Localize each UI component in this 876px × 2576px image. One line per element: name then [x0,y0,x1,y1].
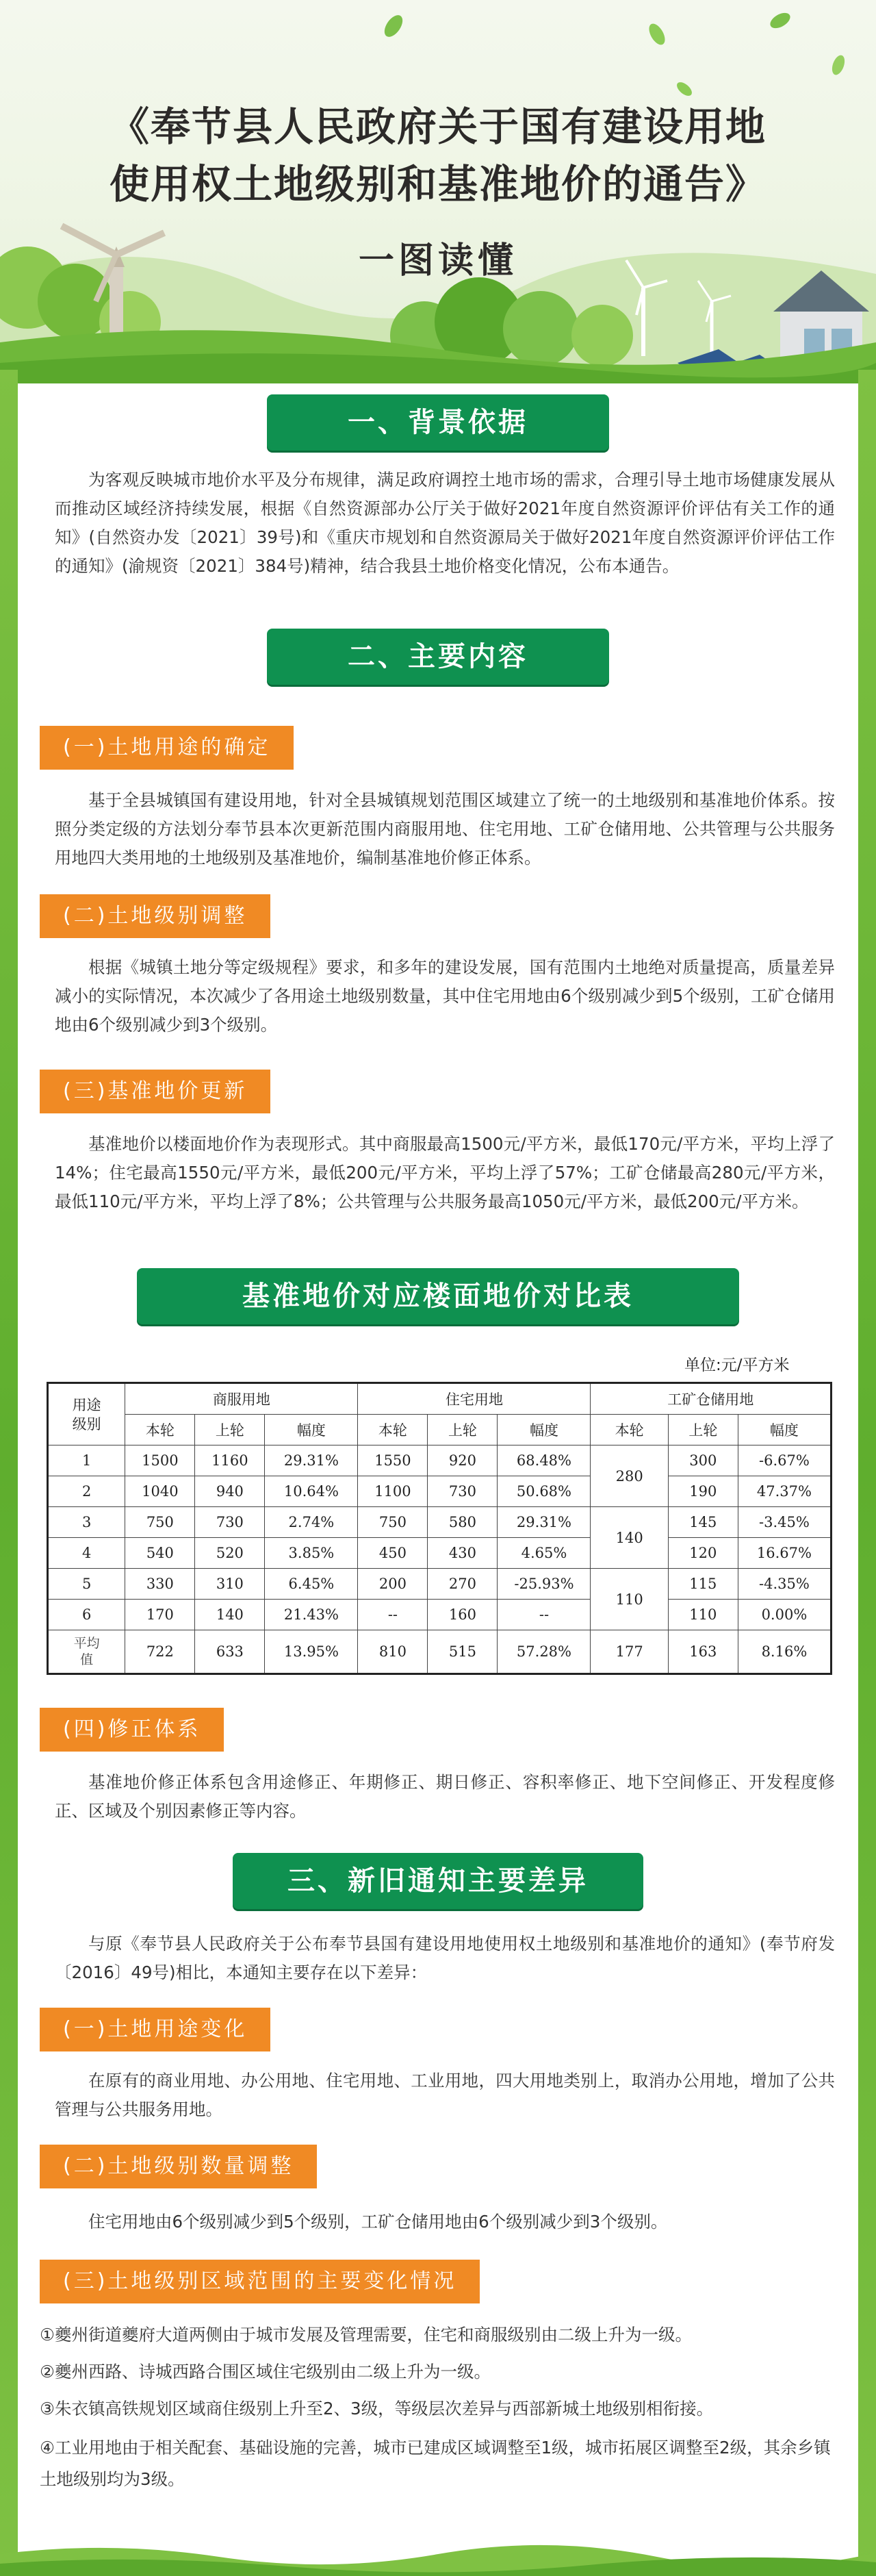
table-cell: 940 [195,1476,265,1507]
sub-header: 上轮 [195,1415,265,1445]
level-cell: 3 [48,1507,125,1538]
subhead-price-update: (三)基准地价更新 [40,1070,270,1113]
table-cell: 110 [668,1600,738,1630]
subhead-level-count: (二)土地级别数量调整 [40,2145,317,2188]
table-cell: -- [498,1600,591,1630]
land-use-paragraph: 基于全县城镇国有建设用地，针对全县城镇规划范围区域建立了统一的土地级别和基准地价体系。按照分类定级的方法划分奉节县本次更新范围内商服用地、住宅用地、工矿仓储用地、公共管理与公共服务用地四大类用地的土地级别及基准地价，编制基准地价修正体系。 [55,790,835,868]
table-cell: 430 [428,1538,498,1569]
background-paragraph: 为客观反映城市地价水平及分布规律，满足政府调控土地市场的需求，合理引导土地市场健康发展从而推动区域经济持续发展，根据《自然资源部办公厅关于做好2021年度自然资源评价评估有关工作的通知》(自然资办发〔2021〕39号)和《重庆市规划和自然资源局关于做好2021年度自然资源评价评估工作的通知》(渝规资〔2021〕384号)精神，结合我县土地价格变化情况，公布本通告。 [55,470,835,576]
table-cell: 1160 [195,1445,265,1476]
table-cell: 200 [358,1569,428,1600]
table-cell-merged: 280 [591,1445,668,1507]
table-cell: 29.31% [498,1507,591,1538]
table-cell: 1500 [125,1445,195,1476]
level-cell: 6 [48,1600,125,1630]
level-header: 用途 级别 [72,1396,101,1432]
table-cell: 920 [428,1445,498,1476]
subhead-land-use: (一)土地用途的确定 [40,726,294,770]
table-cell: 190 [668,1476,738,1507]
table-cell: 540 [125,1538,195,1569]
table-cell: 1550 [358,1445,428,1476]
subhead-level-adjust: (二)土地级别调整 [40,894,270,938]
table-cell: 750 [125,1507,195,1538]
table-cell-merged: 110 [591,1569,668,1630]
sub-header: 幅度 [498,1415,591,1445]
table-cell: 1040 [125,1476,195,1507]
table-cell: -25.93% [498,1569,591,1600]
table-cell: 21.43% [265,1600,358,1630]
level-cell: 5 [48,1569,125,1600]
unit-label: 单位:元/平方米 [684,1356,790,1374]
sub-header: 本轮 [125,1415,195,1445]
table-cell: 330 [125,1569,195,1600]
table-cell: 120 [668,1538,738,1569]
table-cell: 13.95% [265,1630,358,1674]
area-change-item-1: ①夔州街道夔府大道两侧由于城市发展及管理需要，住宅和商服级别由二级上升为一级。 [40,2325,692,2345]
level-cell: 4 [48,1538,125,1569]
table-cell: 270 [428,1569,498,1600]
table-cell: 115 [668,1569,738,1600]
table-cell: 145 [668,1507,738,1538]
table-cell: 177 [591,1630,668,1674]
title-line-1: 《奉节县人民政府关于国有建设用地 [109,103,766,150]
subtitle: 一图读懂 [358,240,517,281]
area-change-item-4: ④工业用地由于相关配套、基础设施的完善，城市已建成区域调整至1级，城市拓展区调整至2级，其余乡镇土地级别均为3级。 [40,2438,831,2489]
table-cell: -- [358,1600,428,1630]
table-row [48,1538,832,1569]
subhead-land-use-change: (一)土地用途变化 [40,2008,270,2051]
table-row [48,1600,832,1630]
level-cell: 2 [48,1476,125,1507]
table-cell: 300 [668,1445,738,1476]
sub-header: 本轮 [358,1415,428,1445]
sub-header: 上轮 [428,1415,498,1445]
table-cell: 750 [358,1507,428,1538]
avg-label-cell [48,1630,125,1674]
table-cell: 68.48% [498,1445,591,1476]
level-cell: 1 [48,1445,125,1476]
footer-grass-decoration [0,2534,876,2576]
table-row [48,1507,832,1538]
sub-header: 上轮 [668,1415,738,1445]
table-cell: 10.64% [265,1476,358,1507]
sub-header: 本轮 [591,1415,668,1445]
table-cell: -6.67% [738,1445,831,1476]
price-comparison-table [47,1382,832,1675]
table-cell: 47.37% [738,1476,831,1507]
correction-system-paragraph: 基准地价修正体系包含用途修正、年期修正、期日修正、容积率修正、地下空间修正、开发程度修正、区域及个别因素修正等内容。 [55,1772,835,1821]
group-header-commercial: 商服用地 [125,1383,358,1415]
table-cell: 50.68% [498,1476,591,1507]
table-cell: 2.74% [265,1507,358,1538]
land-use-change-paragraph: 在原有的商业用地、办公用地、住宅用地、工业用地，四大用地类别上，取消办公用地，增加了公共管理与公共服务用地。 [55,2071,835,2119]
table-cell: 722 [125,1630,195,1674]
price-update-paragraph: 基准地价以楼面地价作为表现形式。其中商服最高1500元/平方米，最低170元/平方米，平均上浮了14%；住宅最高1550元/平方米，最低200元/平方米，平均上浮了57%；工矿仓储最高280元/平方米，最低110元/平方米，平均上浮了8%；公共管理与公共服务最高1050元/平方米，最低200元/平方米。 [55,1134,835,1211]
table-cell: 140 [195,1600,265,1630]
level-adjust-paragraph: 根据《城镇土地分等定级规程》要求，和多年的建设发展，国有范围内土地绝对质量提高，质量差异减小的实际情况，本次减少了各用途土地级别数量，其中住宅用地由6个级别减少到5个级别，工矿仓储用地由6个级别减少到3个级别。 [55,957,835,1035]
table-cell: -4.35% [738,1569,831,1600]
group-header-industrial: 工矿仓储用地 [591,1383,832,1415]
table-cell: 515 [428,1630,498,1674]
table-cell: 8.16% [738,1630,831,1674]
table-cell: 310 [195,1569,265,1600]
avg-label: 平均 值 [73,1636,100,1667]
right-border [858,370,876,2576]
section-title-background: 一、背景依据 [267,394,609,451]
table-cell: 730 [428,1476,498,1507]
area-change-item-2: ②夔州西路、诗城西路合围区域住宅级别由二级上升为一级。 [40,2362,491,2382]
table-cell: 170 [125,1600,195,1630]
table-cell: 6.45% [265,1569,358,1600]
table-cell: 520 [195,1538,265,1569]
differences-intro-paragraph: 与原《奉节县人民政府关于公布奉节县国有建设用地使用权土地级别和基准地价的通知》(奉节府发〔2016〕49号)相比，本通知主要存在以下差异： [55,1934,835,1982]
table-cell: 0.00% [738,1600,831,1630]
subhead-correction-system: (四)修正体系 [40,1708,224,1752]
table-cell: 29.31% [265,1445,358,1476]
left-border [0,370,18,2576]
table-cell-merged: 140 [591,1507,668,1569]
sub-header: 幅度 [738,1415,831,1445]
table-cell: 810 [358,1630,428,1674]
table-row [48,1476,832,1507]
level-header-cell [48,1383,125,1445]
table-cell: 57.28% [498,1630,591,1674]
table-cell: 16.67% [738,1538,831,1569]
table-row [48,1445,832,1476]
table-title: 基准地价对应楼面地价对比表 [137,1268,739,1324]
group-header-residential: 住宅用地 [358,1383,591,1415]
table-cell: 450 [358,1538,428,1569]
table-cell: 4.65% [498,1538,591,1569]
table-cell: 3.85% [265,1538,358,1569]
title-line-2: 使用权土地级别和基准地价的通告》 [109,161,766,207]
table-cell: 580 [428,1507,498,1538]
level-count-paragraph: 住宅用地由6个级别减少到5个级别，工矿仓储用地由6个级别减少到3个级别。 [88,2212,668,2232]
section-title-main-content: 二、主要内容 [267,629,609,685]
table-cell: 633 [195,1630,265,1674]
subhead-area-changes: (三)土地级别区域范围的主要变化情况 [40,2260,480,2303]
sub-header: 幅度 [265,1415,358,1445]
table-cell: 160 [428,1600,498,1630]
section-title-differences: 三、新旧通知主要差异 [233,1853,643,1909]
table-cell: 730 [195,1507,265,1538]
header-banner [0,0,876,383]
area-change-item-3: ③朱衣镇高铁规划区域商住级别上升至2、3级，等级层次差异与西部新城土地级别相衔接。 [40,2399,714,2419]
table-row-average [48,1630,832,1674]
table-row [48,1569,832,1600]
table-cell: 1100 [358,1476,428,1507]
table-cell: 163 [668,1630,738,1674]
table-cell: -3.45% [738,1507,831,1538]
